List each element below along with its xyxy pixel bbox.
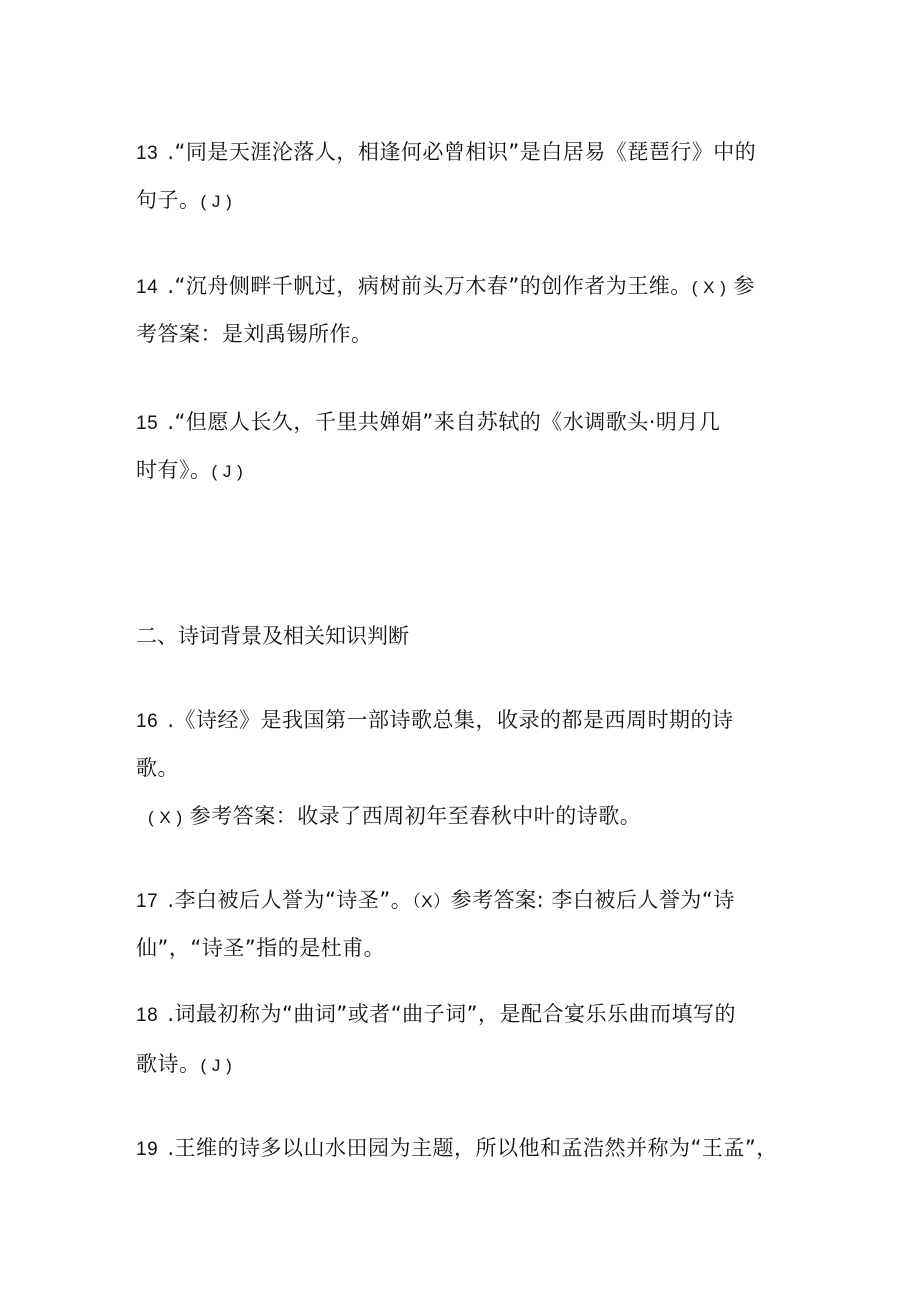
item-text: 参考答案: 李白被后人誉为“诗 — [450, 888, 735, 912]
item-18-line-2 — [136, 1050, 232, 1080]
section-heading: 二、诗词背景及相关知识判断 — [136, 624, 409, 648]
item-16-line-1 — [136, 706, 734, 736]
item-text: 参 — [726, 274, 756, 298]
answer-mark: （X） — [412, 892, 451, 911]
item-text: .李白被后人誉为“诗圣”。 — [160, 888, 413, 912]
item-number: 13 — [136, 143, 159, 164]
item-16-line-2 — [136, 754, 179, 782]
item-17-line-1 — [136, 886, 735, 916]
item-18-line-1 — [136, 1000, 736, 1030]
item-text: .王维的诗多以山水田园为主题，所以他和孟浩然并称为“王孟”， — [160, 1136, 778, 1160]
item-text: .词最初称为“曲词”或者“曲子词”，是配合宴乐乐曲而填写的 — [160, 1002, 737, 1026]
item-14-line-1 — [136, 272, 755, 302]
answer-mark: ( X ) — [148, 808, 183, 827]
item-text: .“沉舟侧畔千帆过，病树前头万木春”的创作者为王维。 — [160, 274, 692, 298]
item-13-line-1 — [136, 138, 756, 168]
item-text: .《诗经》是我国第一部诗歌总集，收录的都是西周时期的诗 — [160, 708, 734, 732]
answer-mark: ( J ) — [200, 1056, 233, 1075]
item-text: 参考答案：收录了西周初年至春秋中叶的诗歌。 — [182, 804, 642, 828]
item-15-line-1 — [136, 408, 720, 438]
item-text: .“同是天涯沦落人，相逢何必曾相识”是白居易《琵琶行》中的 — [160, 140, 757, 164]
item-text: .“但愿人长久，千里共婵娟”来自苏轼的《水调歌头·明月几 — [160, 410, 721, 434]
item-number: 15 — [136, 413, 159, 434]
item-text: 歌诗。 — [136, 1052, 201, 1076]
item-number: 16 — [136, 711, 159, 732]
item-14-line-2 — [136, 320, 373, 348]
answer-mark: ( J ) — [200, 192, 233, 211]
item-number: 18 — [136, 1005, 159, 1026]
item-19-line-1 — [136, 1134, 778, 1164]
item-15-line-2 — [136, 456, 243, 486]
item-text: 考答案：是刘禹锡所作。 — [136, 322, 373, 346]
answer-mark: ( J ) — [211, 462, 244, 481]
item-17-line-2 — [136, 934, 385, 962]
item-number: 14 — [136, 277, 159, 298]
answer-mark: ( X ) — [691, 278, 727, 297]
item-number: 19 — [136, 1139, 159, 1160]
item-16-line-3 — [148, 802, 641, 832]
item-number: 17 — [136, 891, 159, 912]
item-text: 时有》。 — [136, 458, 212, 482]
item-text: 歌。 — [136, 756, 179, 780]
item-text: 句子。 — [136, 188, 201, 212]
item-text: 仙”，“诗圣”指的是杜甫。 — [136, 936, 386, 960]
item-13-line-2 — [136, 186, 232, 216]
